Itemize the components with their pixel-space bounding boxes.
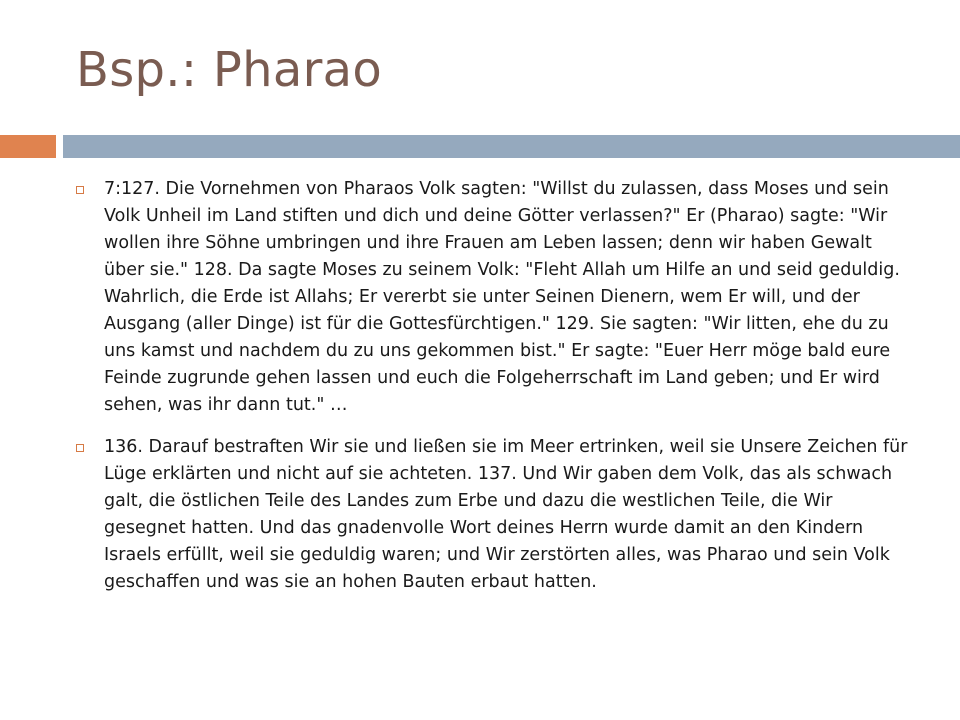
title-divider-bar	[63, 135, 960, 158]
bullet-text: 136. Darauf bestraften Wir sie und ließen sie im Meer ertrinken, weil sie Unsere Zeichen für Lüge erklärten und nicht auf sie achteten. 137. Und Wir gaben dem Volk, das als schwach galt, die östlichen Teile des Landes zum Erbe und dazu die westlichen Teile, die Wir gesegnet hatten. Und das gnadenvolle Wort deines Herrn wurde damit an den Kindern Israels erfüllt, weil sie geduldig waren; und Wir zerstörten alles, was Pharao und sein Volk geschaffen und was sie an hohen Bauten erbaut hatten.	[104, 437, 908, 592]
bullet-text: 7:127. Die Vornehmen von Pharaos Volk sagten: "Willst du zulassen, dass Moses und sein Volk Unheil im Land stiften und dich und deine Götter verlassen?" Er (Pharao) sagte: "Wir wollen ihre Söhne umbringen und ihre Frauen am Leben lassen; denn wir haben Gewalt über sie." 128. Da sagte Moses zu seinem Volk: "Fleht Allah um Hilfe an und seid geduldig. Wahrlich, die Erde ist Allahs; Er vererbt sie unter Seinen Dienern, wem Er will, und der Ausgang (aller Dinge) ist für die Gottesfürchtigen." 129. Sie sagten: "Wir litten, ehe du zu uns kamst und nachdem du zu uns gekommen bist." Er sagte: "Euer Herr möge bald eure Feinde zugrunde gehen lassen und euch die Folgeherrschaft im Land geben; und Er wird sehen, was ihr dann tut." …	[104, 179, 900, 415]
bullet-item	[76, 434, 916, 596]
bullet-item	[76, 176, 916, 419]
slide-content	[76, 176, 916, 611]
slide-title: Bsp.: Pharao	[76, 42, 382, 98]
square-bullet-icon	[76, 444, 84, 452]
square-bullet-icon	[76, 186, 84, 194]
title-accent-bar	[0, 135, 56, 158]
